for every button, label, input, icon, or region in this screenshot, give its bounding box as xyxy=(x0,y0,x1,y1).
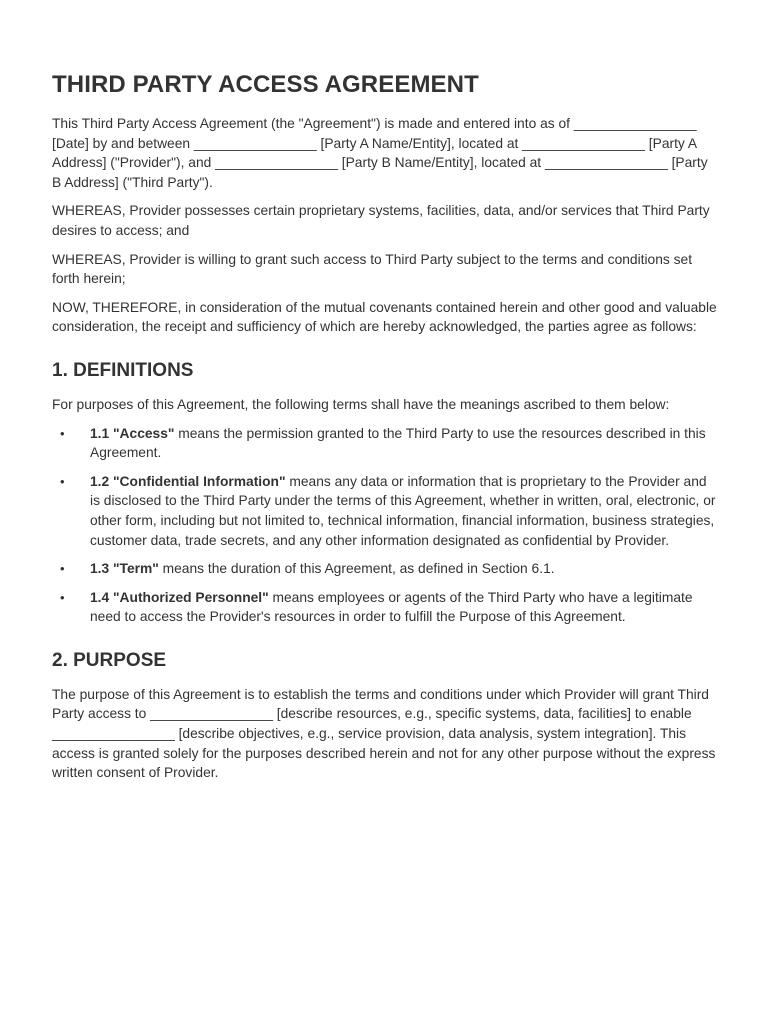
definition-term: 1.4 "Authorized Personnel" xyxy=(90,589,269,605)
definitions-list xyxy=(52,424,718,627)
definition-item-authorized-personnel xyxy=(52,588,718,627)
bullet-icon: • xyxy=(60,589,65,605)
now-therefore-paragraph: NOW, THEREFORE, in consideration of the mutual covenants contained herein and other good and valuable consideration, the receipt and sufficiency of which are hereby acknowledged, the parties agree as follows: xyxy=(52,299,717,335)
intro-paragraph: This Third Party Access Agreement (the "Agreement") is made and entered into as of ________________ [Date] by and between ________________ [Party A Name/Entity], located at ________________ [Party A Address] ("Provider"), and ________________ [Party B Name/Entity], located at ________________ [Party B Address] ("Third Party"). xyxy=(52,116,708,190)
definitions-intro: For purposes of this Agreement, the following terms shall have the meanings ascribed to them below: xyxy=(52,396,670,412)
definition-term: 1.1 "Access" xyxy=(90,425,175,441)
purpose-heading: 2. PURPOSE xyxy=(52,649,167,671)
definition-term: 1.2 "Confidential Information" xyxy=(90,473,286,489)
definition-text: means the permission granted to the Third Party to use the resources described in this Agreement. xyxy=(90,425,706,461)
definition-text: means employees or agents of the Third Party who have a legitimate need to access the Provider's resources in order to fulfill the Purpose of this Agreement. xyxy=(90,589,693,625)
bullet-icon: • xyxy=(60,425,65,441)
bullet-icon: • xyxy=(60,561,65,577)
whereas-paragraph-2: WHEREAS, Provider is willing to grant such access to Third Party subject to the terms and conditions set forth herein; xyxy=(52,251,693,287)
definition-item-term xyxy=(52,559,718,579)
definitions-heading: 1. DEFINITIONS xyxy=(52,359,194,381)
definition-item-confidential-information xyxy=(52,472,718,550)
document-title: THIRD PARTY ACCESS AGREEMENT xyxy=(52,71,479,98)
bullet-icon: • xyxy=(60,473,65,489)
definition-text: means any data or information that is proprietary to the Provider and is disclosed to the Third Party under the terms of this Agreement, whether in written, oral, electronic, or other form, including but not limited to, technical information, financial information, business strategies, customer data, trade secrets, and any other information designated as confidential by Provider. xyxy=(90,473,716,548)
definition-text: means the duration of this Agreement, as defined in Section 6.1. xyxy=(158,561,555,577)
whereas-paragraph-1: WHEREAS, Provider possesses certain proprietary systems, facilities, data, and/or services that Third Party desires to access; and xyxy=(52,203,710,238)
definition-item-access xyxy=(52,424,718,463)
purpose-paragraph: The purpose of this Agreement is to establish the terms and conditions under which Provider will grant Third Party access to ________________ [describe resources, e.g., specific systems, data, facilities] to enable ________________ [describe objectives, e.g., service provision, data analysis, system integration]. This access is granted solely for the purposes described herein and not for any other purpose without the express written consent of Provider. xyxy=(52,686,716,781)
definition-term: 1.3 "Term" xyxy=(90,561,159,577)
